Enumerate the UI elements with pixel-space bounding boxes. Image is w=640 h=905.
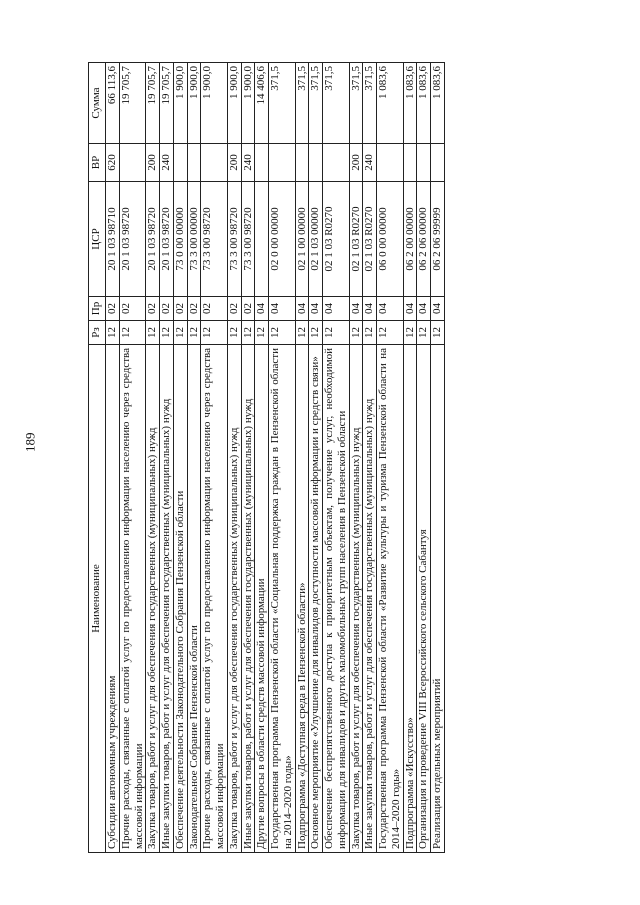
cell-name: Прочие расходы, связанные с оплатой услуг по предоставлению информации населению через средства массовой информации (119, 345, 146, 853)
header-csr: ЦСР (89, 182, 106, 297)
cell-pr: 04 (323, 297, 350, 321)
cell-sum: 1 900,0 (241, 63, 255, 144)
table-row (417, 63, 431, 853)
cell-pr: 02 (187, 297, 201, 321)
cell-name: Обеспечение беспрепятственного доступа к приоритетным объектам, получение услуг, необходимой информации для инвалидов и других маломобильных групп населения в Пензенской области (323, 345, 350, 853)
cell-pr: 04 (377, 297, 404, 321)
cell-name: Организация и проведение VIII Всероссийского сельского Сабантуя (417, 345, 431, 853)
cell-csr: 73 3 00 98720 (227, 182, 241, 297)
table-row (363, 63, 377, 853)
cell-sum: 1 083,6 (403, 63, 417, 144)
cell-sum: 1 083,6 (431, 63, 445, 144)
page-number: 189 (22, 432, 38, 452)
cell-rz: 12 (363, 321, 377, 345)
cell-rz: 12 (431, 321, 445, 345)
cell-name: Обеспечение деятельности Законодательного Собрания Пензенской области (173, 345, 187, 853)
cell-vr (201, 144, 228, 182)
cell-pr: 02 (160, 297, 174, 321)
cell-vr: 620 (106, 144, 120, 182)
cell-name: Подпрограмма «Искусство» (403, 345, 417, 853)
cell-name: Другие вопросы в области средств массовой информации (255, 345, 269, 853)
cell-pr: 02 (173, 297, 187, 321)
table-row (227, 63, 241, 853)
cell-vr (431, 144, 445, 182)
cell-pr: 04 (269, 297, 296, 321)
cell-csr: 06 0 00 00000 (377, 182, 404, 297)
cell-sum: 371,5 (363, 63, 377, 144)
cell-name: Иные закупки товаров, работ и услуг для обеспечения государственных (муниципальных) нужд (160, 345, 174, 853)
cell-pr: 04 (403, 297, 417, 321)
cell-csr (255, 182, 269, 297)
table-row (349, 63, 363, 853)
table-row (431, 63, 445, 853)
cell-name: Иные закупки товаров, работ и услуг для обеспечения государственных (муниципальных) нужд (241, 345, 255, 853)
cell-vr (403, 144, 417, 182)
cell-name: Законодательное Собрание Пензенской области (187, 345, 201, 853)
cell-rz: 12 (106, 321, 120, 345)
cell-rz: 12 (119, 321, 146, 345)
cell-sum: 1 083,6 (417, 63, 431, 144)
cell-rz: 12 (146, 321, 160, 345)
cell-pr: 02 (201, 297, 228, 321)
cell-pr: 04 (255, 297, 269, 321)
cell-csr: 02 1 00 00000 (295, 182, 309, 297)
cell-csr: 06 2 00 00000 (403, 182, 417, 297)
cell-sum: 371,5 (309, 63, 323, 144)
cell-vr: 200 (349, 144, 363, 182)
cell-csr: 02 1 03 R0270 (363, 182, 377, 297)
cell-rz: 12 (255, 321, 269, 345)
cell-sum: 371,5 (269, 63, 296, 144)
cell-csr: 02 1 03 R0270 (323, 182, 350, 297)
cell-rz: 12 (227, 321, 241, 345)
cell-csr: 73 3 00 98720 (241, 182, 255, 297)
table-row (403, 63, 417, 853)
cell-rz: 12 (173, 321, 187, 345)
cell-csr: 06 2 06 00000 (417, 182, 431, 297)
cell-vr (269, 144, 296, 182)
table-row (106, 63, 120, 853)
cell-vr: 240 (363, 144, 377, 182)
cell-sum: 371,5 (323, 63, 350, 144)
cell-sum: 1 900,0 (227, 63, 241, 144)
cell-name: Закупка товаров, работ и услуг для обеспечения государственных (муниципальных) нужд (146, 345, 160, 853)
table-row (146, 63, 160, 853)
cell-rz: 12 (201, 321, 228, 345)
cell-name: Подпрограмма «Доступная среда в Пензенской области» (295, 345, 309, 853)
cell-vr (255, 144, 269, 182)
cell-csr: 73 0 00 00000 (173, 182, 187, 297)
cell-pr: 04 (431, 297, 445, 321)
cell-pr: 04 (349, 297, 363, 321)
cell-pr: 02 (119, 297, 146, 321)
table-row (255, 63, 269, 853)
table-header (89, 63, 106, 853)
cell-vr (377, 144, 404, 182)
rotated-page-content (88, 63, 445, 853)
cell-sum: 1 083,6 (377, 63, 404, 144)
cell-csr: 02 1 03 R0270 (349, 182, 363, 297)
cell-name: Основное мероприятие «Улучшение для инвалидов доступности массовой информации и средств связи» (309, 345, 323, 853)
cell-csr: 20 1 03 98720 (160, 182, 174, 297)
cell-name: Прочие расходы, связанные с оплатой услуг по предоставлению информации населению через средства массовой информации (201, 345, 228, 853)
cell-rz: 12 (403, 321, 417, 345)
cell-sum: 371,5 (295, 63, 309, 144)
cell-csr: 73 3 00 98720 (201, 182, 228, 297)
cell-csr: 02 0 00 00000 (269, 182, 296, 297)
cell-sum: 19 705,7 (119, 63, 146, 144)
cell-pr: 02 (106, 297, 120, 321)
table-row (269, 63, 296, 853)
table-row (119, 63, 146, 853)
cell-vr (173, 144, 187, 182)
cell-csr: 73 3 00 00000 (187, 182, 201, 297)
cell-vr (187, 144, 201, 182)
cell-pr: 02 (146, 297, 160, 321)
table-row (187, 63, 201, 853)
cell-sum: 1 900,0 (201, 63, 228, 144)
header-rz: Рз (89, 321, 106, 345)
table-row (323, 63, 350, 853)
table-body (106, 63, 445, 853)
cell-rz: 12 (241, 321, 255, 345)
cell-sum: 1 900,0 (173, 63, 187, 144)
header-row (89, 63, 106, 853)
cell-vr (119, 144, 146, 182)
cell-name: Субсидии автономным учреждениям (106, 345, 120, 853)
table-row (295, 63, 309, 853)
cell-pr: 04 (295, 297, 309, 321)
table-row (241, 63, 255, 853)
cell-sum: 66 113,6 (106, 63, 120, 144)
cell-sum: 1 900,0 (187, 63, 201, 144)
cell-sum: 371,5 (349, 63, 363, 144)
header-pr: Пр (89, 297, 106, 321)
cell-pr: 04 (417, 297, 431, 321)
table-row (377, 63, 404, 853)
cell-pr: 02 (241, 297, 255, 321)
cell-name: Закупка товаров, работ и услуг для обеспечения государственных (муниципальных) нужд (227, 345, 241, 853)
cell-rz: 12 (295, 321, 309, 345)
cell-csr: 02 1 03 00000 (309, 182, 323, 297)
cell-name: Закупка товаров, работ и услуг для обеспечения государственных (муниципальных) нужд (349, 345, 363, 853)
cell-vr (295, 144, 309, 182)
cell-vr (417, 144, 431, 182)
header-sum: Сумма (89, 63, 106, 144)
cell-rz: 12 (269, 321, 296, 345)
cell-sum: 14 406,6 (255, 63, 269, 144)
cell-name: Государственная программа Пензенской области «Социальная поддержка граждан в Пензенской области на 2014–2020 годы» (269, 345, 296, 853)
cell-rz: 12 (187, 321, 201, 345)
cell-rz: 12 (377, 321, 404, 345)
header-vr: ВР (89, 144, 106, 182)
header-name: Наименование (89, 345, 106, 853)
cell-vr: 240 (160, 144, 174, 182)
cell-rz: 12 (323, 321, 350, 345)
table-row (160, 63, 174, 853)
cell-pr: 04 (309, 297, 323, 321)
cell-rz: 12 (349, 321, 363, 345)
cell-csr: 20 1 03 98720 (119, 182, 146, 297)
cell-name: Реализация отдельных мероприятий (431, 345, 445, 853)
cell-csr: 20 1 03 98710 (106, 182, 120, 297)
cell-sum: 19 705,7 (160, 63, 174, 144)
cell-pr: 02 (227, 297, 241, 321)
budget-table (88, 62, 445, 853)
cell-vr: 240 (241, 144, 255, 182)
table-row (201, 63, 228, 853)
table-row (309, 63, 323, 853)
cell-name: Иные закупки товаров, работ и услуг для обеспечения государственных (муниципальных) нужд (363, 345, 377, 853)
table-row (173, 63, 187, 853)
cell-rz: 12 (309, 321, 323, 345)
cell-rz: 12 (417, 321, 431, 345)
cell-sum: 19 705,7 (146, 63, 160, 144)
cell-vr: 200 (146, 144, 160, 182)
cell-vr: 200 (227, 144, 241, 182)
cell-vr (309, 144, 323, 182)
cell-rz: 12 (160, 321, 174, 345)
cell-csr: 06 2 06 99999 (431, 182, 445, 297)
cell-csr: 20 1 03 98720 (146, 182, 160, 297)
cell-name: Государственная программа Пензенской области «Развитие культуры и туризма Пензенской области на 2014–2020 годы» (377, 345, 404, 853)
cell-vr (323, 144, 350, 182)
cell-pr: 04 (363, 297, 377, 321)
